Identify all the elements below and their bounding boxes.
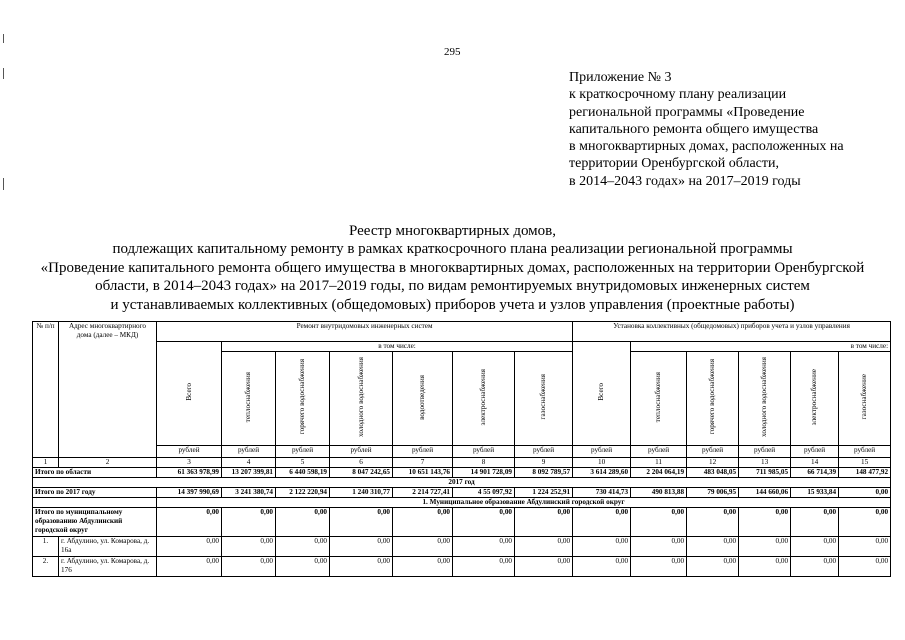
value-cell: 0,00: [222, 537, 276, 557]
value-cell: 0,00: [791, 537, 839, 557]
unit-cell: рублей: [839, 446, 891, 458]
row-number: 2.: [33, 557, 59, 577]
page-number: 295: [444, 46, 461, 58]
appendix-line: в 2014–2043 годах» на 2017–2019 годы: [569, 173, 801, 189]
header-label: электроснабжения: [479, 368, 487, 426]
scan-margin-mark: [3, 34, 4, 43]
value-cell: 2 204 064,19: [631, 468, 687, 478]
value-cell: 14 397 990,69: [157, 488, 222, 498]
title-line: и устанавливаемых коллективных (общедомовых) приборов учета и узлов управления (проектные работы): [110, 296, 795, 313]
column-number: 13: [739, 458, 791, 468]
value-cell: 730 414,73: [573, 488, 631, 498]
column-number: 2: [59, 458, 157, 468]
value-cell: 14 901 728,09: [453, 468, 515, 478]
header-num: № п/п: [33, 322, 59, 458]
value-cell: 1 224 252,91: [515, 488, 573, 498]
appendix-line: Приложение № 3: [569, 70, 672, 85]
value-cell: 2 122 220,94: [276, 488, 330, 498]
unit-cell: рублей: [157, 446, 222, 458]
value-cell: 0,00: [330, 557, 393, 577]
value-cell: 144 660,06: [739, 488, 791, 498]
title-line: подлежащих капитальному ремонту в рамках краткосрочного плана реализации региональной программы: [112, 241, 793, 258]
value-cell: 0,00: [157, 557, 222, 577]
unit-cell: рублей: [222, 446, 276, 458]
table-row: [33, 557, 891, 577]
title-line: «Проведение капитального ремонта общего имущества в многоквартирных домах, расположенных на территории Оренбургской: [40, 259, 865, 276]
column-number: 10: [573, 458, 631, 468]
appendix-line: территории Оренбургской области,: [569, 156, 779, 172]
value-cell: 0,00: [687, 557, 739, 577]
year-total-row: [33, 488, 891, 498]
value-cell: 15 933,84: [791, 488, 839, 498]
value-cell: 66 714,39: [791, 468, 839, 478]
value-cell: 2 214 727,41: [393, 488, 453, 498]
value-cell: 0,00: [631, 557, 687, 577]
unit-cell: рублей: [276, 446, 330, 458]
value-cell: 0,00: [739, 508, 791, 537]
unit-cell: рублей: [687, 446, 739, 458]
header-sewerage: [393, 352, 453, 446]
header-label: электроснабжение: [810, 368, 819, 426]
row-label: Итого по области: [33, 468, 157, 478]
header-meters-install: Установка коллективных (общедомовых) приборов учета и узлов управления: [573, 322, 891, 342]
row-number: 1.: [33, 537, 59, 557]
header-address: Адрес многоквартирного дома (далее – МКД): [59, 322, 157, 458]
header-label: водоотведения: [418, 374, 426, 420]
header-heat-supply: [222, 352, 276, 446]
document-title: [0, 222, 905, 314]
value-cell: 8 047 242,65: [330, 468, 393, 478]
appendix-line: капитального ремонта общего имущества: [569, 121, 819, 137]
value-cell: 0,00: [839, 488, 891, 498]
units-row: [33, 446, 891, 458]
value-cell: 0,00: [330, 537, 393, 557]
value-cell: 0,00: [157, 508, 222, 537]
value-cell: 10 651 143,76: [393, 468, 453, 478]
column-number: 3: [157, 458, 222, 468]
scan-margin-mark: [3, 68, 4, 79]
value-cell: 0,00: [515, 537, 573, 557]
value-cell: 0,00: [631, 537, 687, 557]
value-cell: 3 614 289,60: [573, 468, 631, 478]
address-cell: г. Абдулино, ул. Комарова, д. 16а: [59, 537, 157, 557]
header-label: газоснабжения: [539, 374, 548, 420]
value-cell: 0,00: [222, 557, 276, 577]
unit-cell: рублей: [515, 446, 573, 458]
header-label: холодного водоснабжения: [356, 357, 365, 437]
unit-cell: рублей: [573, 446, 631, 458]
value-cell: 3 241 380,74: [222, 488, 276, 498]
municipality-total-row: [33, 508, 891, 537]
value-cell: 0,00: [791, 508, 839, 537]
header-electricity: [453, 352, 515, 446]
value-cell: 0,00: [791, 557, 839, 577]
value-cell: 0,00: [739, 557, 791, 577]
unit-cell: рублей: [330, 446, 393, 458]
municipality-header: 1. Муниципальное образование Абдулинский городской округ: [157, 498, 891, 508]
column-number: 6: [330, 458, 393, 468]
appendix-block: [569, 69, 844, 190]
column-number: 7: [393, 458, 453, 468]
value-cell: 0,00: [631, 508, 687, 537]
header-label: теплоснабжения: [244, 371, 252, 423]
header-meter-heat: [631, 352, 687, 446]
region-total-row: [33, 468, 891, 478]
column-numbers-row: [33, 458, 891, 468]
value-cell: 0,00: [157, 537, 222, 557]
column-number: 4: [222, 458, 276, 468]
value-cell: 0,00: [573, 537, 631, 557]
value-cell: 0,00: [222, 508, 276, 537]
header-cold-water: [330, 352, 393, 446]
header-total-meters: [573, 342, 631, 446]
header-label: Всего: [597, 383, 606, 401]
column-number: 8: [453, 458, 515, 468]
table-row: [33, 537, 891, 557]
unit-cell: рублей: [393, 446, 453, 458]
year-header-row: [33, 478, 891, 488]
column-number: 15: [839, 458, 891, 468]
value-cell: 0,00: [453, 508, 515, 537]
value-cell: 0,00: [573, 557, 631, 577]
row-label: Итого по муниципальному образованию Абдулинский городской округ: [33, 508, 157, 537]
value-cell: 6 440 598,19: [276, 468, 330, 478]
value-cell: 0,00: [453, 537, 515, 557]
value-cell: 61 363 978,99: [157, 468, 222, 478]
unit-cell: рублей: [631, 446, 687, 458]
header-meter-electricity: [791, 352, 839, 446]
value-cell: 0,00: [276, 557, 330, 577]
value-cell: 483 048,05: [687, 468, 739, 478]
value-cell: 0,00: [573, 508, 631, 537]
unit-cell: рублей: [791, 446, 839, 458]
title-line: Реестр многоквартирных домов,: [348, 223, 557, 239]
header-repair-systems: Ремонт внутридомовых инженерных систем: [157, 322, 573, 342]
row-label: Итого по 2017 году: [33, 488, 157, 498]
scan-margin-mark: [3, 178, 4, 190]
value-cell: 0,00: [687, 537, 739, 557]
value-cell: 0,00: [276, 537, 330, 557]
appendix-line: в многоквартирных домах, расположенных на: [569, 139, 844, 155]
column-number: 5: [276, 458, 330, 468]
value-cell: 0,00: [393, 508, 453, 537]
value-cell: 1 240 310,77: [330, 488, 393, 498]
header-label: газоснабжение: [860, 374, 869, 420]
column-number: 9: [515, 458, 573, 468]
value-cell: 13 207 399,81: [222, 468, 276, 478]
header-hot-water: [276, 352, 330, 446]
header-meter-gas: [839, 352, 891, 446]
unit-cell: рублей: [453, 446, 515, 458]
unit-cell: рублей: [739, 446, 791, 458]
empty-cell: [33, 498, 157, 508]
value-cell: 4 55 097,92: [453, 488, 515, 498]
value-cell: 0,00: [453, 557, 515, 577]
value-cell: 0,00: [515, 557, 573, 577]
header-total-repair: [157, 342, 222, 446]
column-number: 12: [687, 458, 739, 468]
value-cell: 0,00: [276, 508, 330, 537]
address-cell: г. Абдулино, ул. Комарова, д. 176: [59, 557, 157, 577]
appendix-line: региональной программы «Проведение: [569, 104, 805, 120]
header-label: горячего водоснабжения: [298, 359, 306, 435]
value-cell: 148 477,92: [839, 468, 891, 478]
header-gas: [515, 352, 573, 446]
header-label: холодного водоснабжения: [760, 357, 769, 437]
title-line: области, в 2014–2043 годах» на 2017–2019 годы, по видам ремонтируемых внутридомовых инженерных систем: [95, 278, 810, 295]
value-cell: 0,00: [330, 508, 393, 537]
value-cell: 8 092 789,57: [515, 468, 573, 478]
value-cell: 0,00: [839, 557, 891, 577]
value-cell: 0,00: [839, 537, 891, 557]
value-cell: 490 813,88: [631, 488, 687, 498]
value-cell: 79 006,95: [687, 488, 739, 498]
header-label: Всего: [184, 383, 193, 401]
value-cell: 0,00: [739, 537, 791, 557]
appendix-line: к краткосрочному плану реализации: [569, 87, 787, 103]
year-header: 2017 год: [33, 478, 891, 488]
header-label: теплоснабжения: [654, 371, 663, 423]
value-cell: 0,00: [393, 537, 453, 557]
header-including-meters: в том числе:: [631, 342, 891, 352]
header-including-repair: в том числе:: [222, 342, 573, 352]
column-number: 14: [791, 458, 839, 468]
column-number: 11: [631, 458, 687, 468]
registry-table: [32, 321, 891, 577]
header-row: [33, 322, 891, 342]
header-meter-hot-water: [687, 352, 739, 446]
value-cell: 0,00: [393, 557, 453, 577]
value-cell: 711 985,05: [739, 468, 791, 478]
value-cell: 0,00: [839, 508, 891, 537]
column-number: 1: [33, 458, 59, 468]
value-cell: 0,00: [515, 508, 573, 537]
municipality-header-row: [33, 498, 891, 508]
value-cell: 0,00: [687, 508, 739, 537]
header-label: горячего водоснабжения: [708, 359, 717, 435]
header-meter-cold-water: [739, 352, 791, 446]
header-row: [33, 342, 891, 352]
